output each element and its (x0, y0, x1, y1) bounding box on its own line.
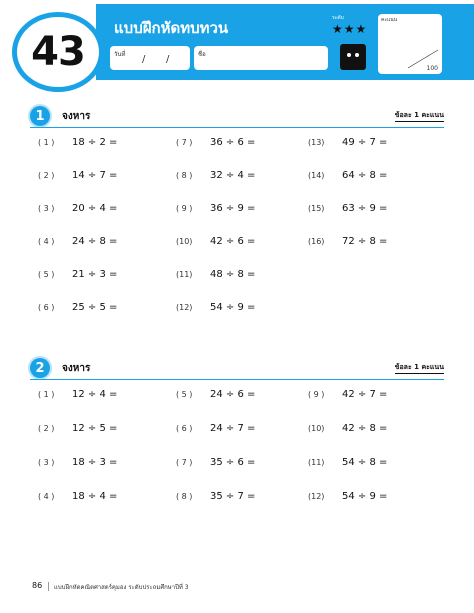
cat-mascot-icon (340, 44, 366, 70)
problem-item (308, 137, 387, 148)
problem-expression: 36 ÷ 6 = (210, 137, 256, 148)
level-label: ระดับ (332, 15, 344, 21)
problem-number: ( 1 ) (38, 390, 55, 399)
problem-item (176, 457, 255, 468)
problem-item (38, 302, 117, 313)
problem-number: ( 3 ) (38, 458, 55, 467)
problem-number: ( 4 ) (38, 237, 55, 246)
problem-item (38, 423, 117, 434)
footer-text: แบบฝึกหัดคณิตศาสตร์คุมอง ระดับประถมศึกษาปีที่ 3 (54, 584, 189, 591)
problem-item (308, 236, 387, 247)
date-separator: / (166, 54, 170, 65)
problem-expression: 42 ÷ 7 = (342, 389, 388, 400)
problem-number: (12) (308, 492, 325, 501)
problem-item (176, 302, 255, 313)
problem-item (38, 203, 117, 214)
problem-item (38, 491, 117, 502)
problem-expression: 21 ÷ 3 = (72, 269, 118, 280)
section-title: จงหาร (62, 111, 91, 122)
problem-item (38, 389, 117, 400)
problem-number: ( 3 ) (38, 204, 55, 213)
problem-item (308, 170, 387, 181)
problem-item (176, 491, 255, 502)
exercise-number: 43 (31, 29, 85, 75)
problem-number: ( 6 ) (38, 303, 55, 312)
problem-number: ( 4 ) (38, 492, 55, 501)
problem-expression: 54 ÷ 9 = (342, 491, 388, 502)
problem-expression: 72 ÷ 8 = (342, 236, 388, 247)
problem-item (38, 236, 117, 247)
problem-expression: 18 ÷ 3 = (72, 457, 118, 468)
worksheet-header (0, 0, 474, 88)
date-field[interactable] (110, 46, 190, 70)
problem-item (176, 423, 255, 434)
problem-item (176, 203, 255, 214)
problem-expression: 24 ÷ 6 = (210, 389, 256, 400)
name-field[interactable] (194, 46, 328, 70)
score-label: คะแนน (381, 17, 398, 23)
problem-item (38, 269, 117, 280)
problem-number: ( 9 ) (308, 390, 325, 399)
problem-expression: 42 ÷ 8 = (342, 423, 388, 434)
problem-item (308, 423, 387, 434)
problem-expression: 36 ÷ 9 = (210, 203, 256, 214)
section-divider (30, 127, 444, 128)
section-title: จงหาร (62, 363, 91, 374)
problem-expression: 35 ÷ 6 = (210, 457, 256, 468)
problem-expression: 63 ÷ 9 = (342, 203, 388, 214)
problem-expression: 32 ÷ 4 = (210, 170, 256, 181)
problem-item (176, 170, 255, 181)
problem-number: ( 1 ) (38, 138, 55, 147)
problem-number: ( 7 ) (176, 458, 193, 467)
problem-number: (12) (176, 303, 193, 312)
problem-number: (15) (308, 204, 325, 213)
footer-separator (48, 582, 49, 591)
problem-number: (11) (176, 270, 193, 279)
cat-eye (355, 53, 359, 57)
problem-number: (10) (176, 237, 193, 246)
problem-number: ( 6 ) (176, 424, 193, 433)
problem-number: (11) (308, 458, 325, 467)
section-points: ข้อละ 1 คะแนน (395, 110, 444, 122)
problem-number: ( 2 ) (38, 171, 55, 180)
problem-item (38, 457, 117, 468)
problem-expression: 24 ÷ 8 = (72, 236, 118, 247)
problem-item (38, 137, 117, 148)
problem-expression: 18 ÷ 4 = (72, 491, 118, 502)
problem-number: (16) (308, 237, 325, 246)
problem-expression: 54 ÷ 8 = (342, 457, 388, 468)
problem-expression: 20 ÷ 4 = (72, 203, 118, 214)
page-number: 86 (32, 581, 43, 590)
problem-number: ( 7 ) (176, 138, 193, 147)
problem-expression: 12 ÷ 5 = (72, 423, 118, 434)
date-label: วันที่ (114, 51, 126, 58)
problem-number: ( 5 ) (38, 270, 55, 279)
problem-expression: 64 ÷ 8 = (342, 170, 388, 181)
problem-item (308, 491, 387, 502)
section-points: ข้อละ 1 คะแนน (395, 362, 444, 374)
problem-expression: 48 ÷ 8 = (210, 269, 256, 280)
cat-eye (347, 53, 351, 57)
problem-item (308, 457, 387, 468)
problem-expression: 12 ÷ 4 = (72, 389, 118, 400)
problem-expression: 25 ÷ 5 = (72, 302, 118, 313)
problem-number: (13) (308, 138, 325, 147)
level-stars-icon: ★★★ (332, 22, 368, 36)
score-box[interactable] (378, 14, 442, 74)
problem-number: (10) (308, 424, 325, 433)
problem-expression: 42 ÷ 6 = (210, 236, 256, 247)
exercise-number-badge (12, 12, 104, 92)
problem-number: ( 9 ) (176, 204, 193, 213)
problem-item (38, 170, 117, 181)
score-max: 100 (426, 65, 438, 72)
problem-item (176, 269, 255, 280)
problem-item (176, 389, 255, 400)
problem-item (176, 137, 255, 148)
problem-item (308, 389, 387, 400)
problem-item (308, 203, 387, 214)
problem-expression: 54 ÷ 9 = (210, 302, 256, 313)
problem-item (176, 236, 255, 247)
section-divider (30, 379, 444, 380)
worksheet-title: แบบฝึกหัดทบทวน (114, 19, 229, 37)
problem-expression: 24 ÷ 7 = (210, 423, 256, 434)
problem-number: ( 5 ) (176, 390, 193, 399)
date-separator: / (142, 54, 146, 65)
section-number-badge: 1 (30, 106, 50, 126)
problem-number: (14) (308, 171, 325, 180)
problem-expression: 18 ÷ 2 = (72, 137, 118, 148)
problem-number: ( 8 ) (176, 492, 193, 501)
section-number-badge: 2 (30, 358, 50, 378)
problem-number: ( 2 ) (38, 424, 55, 433)
problem-number: ( 8 ) (176, 171, 193, 180)
problem-expression: 35 ÷ 7 = (210, 491, 256, 502)
problem-expression: 49 ÷ 7 = (342, 137, 388, 148)
problem-expression: 14 ÷ 7 = (72, 170, 118, 181)
name-label: ชื่อ (198, 51, 206, 58)
